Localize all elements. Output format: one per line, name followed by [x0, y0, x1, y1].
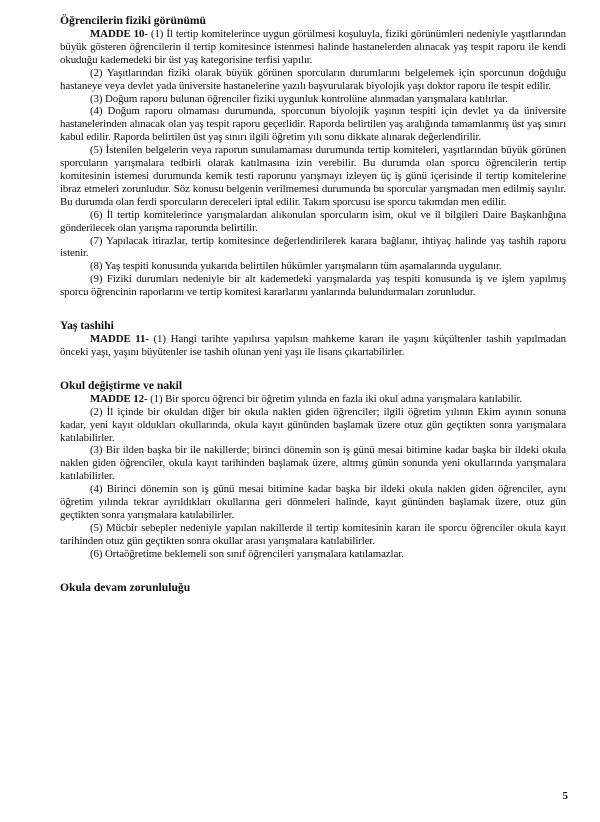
article-10-label: MADDE 10-: [90, 28, 148, 40]
spacer: [60, 359, 566, 379]
article-12-paragraph-3: (3) Bir ilden başka bir ile nakillerde; birinci dönemin son iş günü mesai bitimine kadar başka bir ildeki okula naklen giden öğrenciler, okula kayıt tarihinden başlamak üzere, altmış günün sonunda yeni okullarında yarışmalara katılabilirler.: [60, 444, 566, 483]
article-12-paragraph-1: MADDE 12- (1) Bir sporcu öğrenci bir öğretim yılında en fazla iki okul adına yarışmalara katılabilir.: [90, 392, 523, 405]
page-number: 5: [562, 790, 568, 802]
section-heading-age-correction: Yaş tashihi: [60, 319, 114, 333]
section-heading-attendance: Okula devam zorunluluğu: [60, 580, 191, 594]
section-heading-physical-appearance: Öğrencilerin fiziki görünümü: [60, 14, 206, 27]
article-12-paragraph-4: (4) Birinci dönemin son iş günü mesai bitimine kadar başka bir ildeki okula naklen giden öğrenciler, aynı öğretim yılında tekrar ayrıldıkları okullarına geri dönmeleri halinde, kayıt gününden başlamak üzere, otuz gün geçtikten sonra yarışmalara katılabilirler.: [60, 483, 566, 521]
article-11-label: MADDE 11-: [90, 333, 149, 346]
article-10-paragraph-5: (5) İstenilen belgelerin veya raporun sunulamaması durumunda tertip komiteleri, yaşıtlarından büyük görünen sporcuların yarışmalara tedbirli olarak katılmasına izin verebilir. Bu durumda olan sporcu öğrencilerin tertip komitesinin istemesi durumunda kemik testi raporunu yarışmayı izleyen üç iş günü içerisinde il tertip komitelerine ibraz etmeleri zorunludur. Söz konusu belgenin verilmemesi durumunda bu sporcular yarışmadan men edilmiş sayılır. Bu durumda olan ferdi sporcuların dereceleri iptal edilir. Takım sporcusu ise sporcu takımdan men edilir.: [60, 144, 566, 208]
article-10-paragraph-4: (4) Doğum raporu olmaması durumunda, sporcunun biyolojik yaşının tespiti için devlet ya da üniversite hastanelerinden alınacak olan yaş tespit raporu geçerlidir. Raporda belirtilen yaş aralığında tamamlanmış üst yaş sınırı kabul edilir. Raporda belirtilen üst yaş sınırı ilgili öğretim yılı sonu dikkate alınarak değerlendirilir.: [60, 105, 566, 144]
section-heading-school-transfer: Okul değiştirme ve nakil: [60, 378, 183, 392]
article-10-paragraph-3: (3) Doğum raporu bulunan öğrenciler fiziki uygunluk kontrolüne alınmadan yarışmalara katılırlar.: [90, 92, 508, 105]
article-10-paragraph-9: (9) Fiziki durumları nedeniyle bir alt kademedeki yarışmalarda yaş tespiti konusunda iş ve işlem yapılmış sporcu öğrencinin raporlarını ve tertip komitesi kararlarını yanlarında bulundurmaları zorunludur.: [60, 273, 566, 299]
article-10-paragraph-7: (7) Yapılacak itirazlar, tertip komitesince değerlendirilerek karara bağlanır, ihtiyaç halinde yaş tashih raporu istenir.: [60, 234, 566, 260]
spacer: [60, 299, 566, 319]
article-10-paragraph-1: MADDE 10- (1) İl tertip komitelerince uygun görülmesi koşuluyla, fiziki görünümleri nedeniyle yaşıtlarından büyük gösteren öğrencilerin il tertip komitesince istenmesi halinde hastanelerden alınacak yaş tespit raporu ile kendi okuduğu kademedeki bir üst yaş kategorisine terfisi yapılır.: [60, 28, 566, 66]
article-12-paragraph-6: (6) Ortaöğretime beklemeli son sınıf öğrencileri yarışmalara katılamazlar.: [90, 547, 404, 560]
spacer: [60, 561, 566, 581]
article-12-paragraph-2: (2) İl içinde bir okuldan diğer bir okula naklen giden öğrenciler; ilgili öğretim yılının Ekim ayının sonuna kadar, yeni kayıt oldukları okullarında, okula kayıt gününden başlamak üzere otuz gün geçtikten sonra yarışmalara katılabilirler.: [60, 405, 566, 444]
article-11-paragraph-1: MADDE 11- (1) Hangi tarihte yapılırsa yapılsın mahkeme kararı ile yaşını küçültenler tashih yapılmadan önceki yaşı, yaşını büyütenler ise tashih olunan yeni yaşı ile lisans çıkartabilirler.: [60, 333, 566, 358]
article-10-paragraph-2: (2) Yaşıtlarından fiziki olarak büyük görünen sporcuların durumlarını belgelemek için sporcunun doğduğu hastaneye veya devlet yada üniversite hastanelerine yazılı başvurularak biyolojik yaşı doktor raporu ile tespit edilir.: [60, 66, 566, 92]
article-12-label: MADDE 12-: [90, 392, 148, 405]
article-12-paragraph-5: (5) Mücbir sebepler nedeniyle yapılan nakillerde il tertip komitesinin kararı ile sporcu öğrenciler okula kayıt tarihinden otuz gün geçtikten sonra okullar arası yarışmalara katılabilirler.: [60, 521, 566, 547]
article-10-paragraph-8: (8) Yaş tespiti konusunda yukarıda belirtilen hükümler yarışmaların tüm aşamalarında uygulanır.: [90, 260, 502, 273]
article-10-paragraph-6: (6) İl tertip komitelerince yarışmalardan alıkonulan sporcuların isim, okul ve il bilgileri Daire Başkanlığına gönderilecek olan yarışma raporunda belirtilir.: [60, 208, 566, 234]
